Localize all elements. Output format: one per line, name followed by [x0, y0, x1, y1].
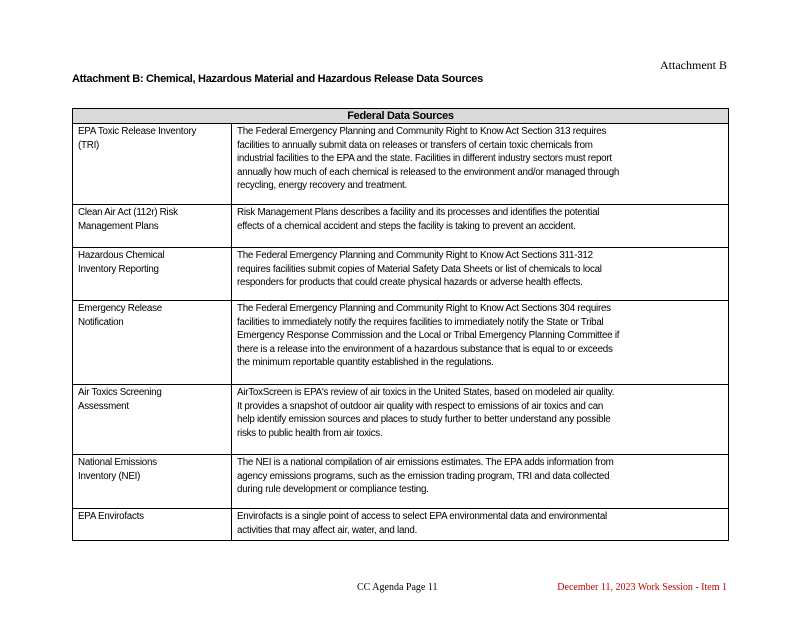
footer-session-label: December 11, 2023 Work Session - Item 1	[557, 582, 727, 593]
description-line: activities that may affect air, water, and land.	[237, 524, 418, 536]
description-line: facilities to annually submit data on releases or transfers of certain toxic chemicals from	[237, 139, 593, 151]
source-line: Air Toxics Screening	[78, 387, 162, 398]
description-line: Emergency Response Commission and the Local or Tribal Emergency Planning Committee if	[237, 330, 620, 342]
table-row	[73, 301, 729, 385]
source-line: Clean Air Act (112r) Risk	[78, 207, 178, 218]
source-name-cell	[73, 509, 232, 541]
document-title: Attachment B: Chemical, Hazardous Material and Hazardous Release Data Sources	[72, 73, 483, 85]
description-line: during rule development or compliance testing.	[237, 484, 429, 496]
description-line: The Federal Emergency Planning and Community Right to Know Act Section 313 requires	[237, 126, 607, 137]
description-line: the minimum reportable quantity established in the regulations.	[237, 357, 494, 369]
source-line: Notification	[78, 316, 124, 328]
source-line: Hazardous Chemical	[78, 250, 165, 261]
description-line: The NEI is a national compilation of air emissions estimates. The EPA adds information from	[237, 457, 614, 468]
source-name-cell	[73, 385, 232, 455]
source-line: EPA Toxic Release Inventory	[78, 126, 197, 137]
description-line: there is a release into the environment of a hazardous substance that is equal to or exceeds	[237, 343, 613, 355]
description-line: The Federal Emergency Planning and Community Right to Know Act Sections 304 requires	[237, 303, 611, 314]
footer-page-label: CC Agenda Page 11	[357, 582, 438, 593]
source-line: Inventory (NEI)	[78, 470, 141, 482]
description-cell	[232, 455, 729, 509]
description-line: Risk Management Plans describes a facility and its processes and identifies the potential	[237, 207, 600, 218]
source-line: Management Plans	[78, 220, 159, 232]
description-cell	[232, 385, 729, 455]
source-name-cell	[73, 124, 232, 205]
description-line: recycling, energy recovery and treatment.	[237, 180, 407, 192]
source-line: (TRI)	[78, 139, 100, 151]
description-cell	[232, 205, 729, 248]
table-heading: Federal Data Sources	[73, 109, 729, 124]
description-line: It provides a snapshot of outdoor air quality with respect to emissions of air toxics and can	[237, 400, 604, 412]
description-cell	[232, 248, 729, 301]
table-body	[73, 124, 729, 541]
description-line: help identify emission sources and places to study further to better understand any possible	[237, 414, 611, 426]
description-line: risks to public health from air toxics.	[237, 427, 383, 439]
source-line: National Emissions	[78, 457, 157, 468]
description-line: responders for products that could create physical hazards or adverse health effects.	[237, 277, 583, 289]
description-line: industrial facilities to the EPA and the state. Facilities in different industry sectors must report	[237, 153, 612, 165]
table-row	[73, 385, 729, 455]
attachment-label: Attachment B	[660, 58, 727, 72]
source-line: Inventory Reporting	[78, 263, 159, 275]
description-line: agency emissions programs, such as the emission trading program, TRI and data collected	[237, 470, 610, 482]
table-header-row	[73, 109, 729, 124]
source-line: Emergency Release	[78, 303, 162, 314]
table-row	[73, 455, 729, 509]
description-cell	[232, 509, 729, 541]
table-row	[73, 205, 729, 248]
source-line: Assessment	[78, 400, 129, 412]
source-name-cell	[73, 301, 232, 385]
source-line: EPA Envirofacts	[78, 511, 144, 522]
description-line: The Federal Emergency Planning and Community Right to Know Act Sections 311-312	[237, 250, 593, 261]
description-line: facilities to immediately notify the requires facilities to immediately notify the State or Tribal	[237, 316, 604, 328]
table-row	[73, 124, 729, 205]
source-name-cell	[73, 205, 232, 248]
description-cell	[232, 301, 729, 385]
description-line: effects of a chemical accident and steps the facility is taking to prevent an accident.	[237, 220, 576, 232]
description-line: AirToxScreen is EPA's review of air toxics in the United States, based on modeled air quality.	[237, 387, 615, 398]
federal-data-sources-table	[72, 108, 729, 541]
description-line: Envirofacts is a single point of access to select EPA environmental data and environmental	[237, 511, 607, 522]
description-line: annually how much of each chemical is released to the environment and/or managed through	[237, 166, 620, 178]
source-name-cell	[73, 248, 232, 301]
description-line: requires facilities submit copies of Material Safety Data Sheets or list of chemicals to local	[237, 263, 602, 275]
table-row	[73, 509, 729, 541]
table-row	[73, 248, 729, 301]
source-name-cell	[73, 455, 232, 509]
description-cell	[232, 124, 729, 205]
